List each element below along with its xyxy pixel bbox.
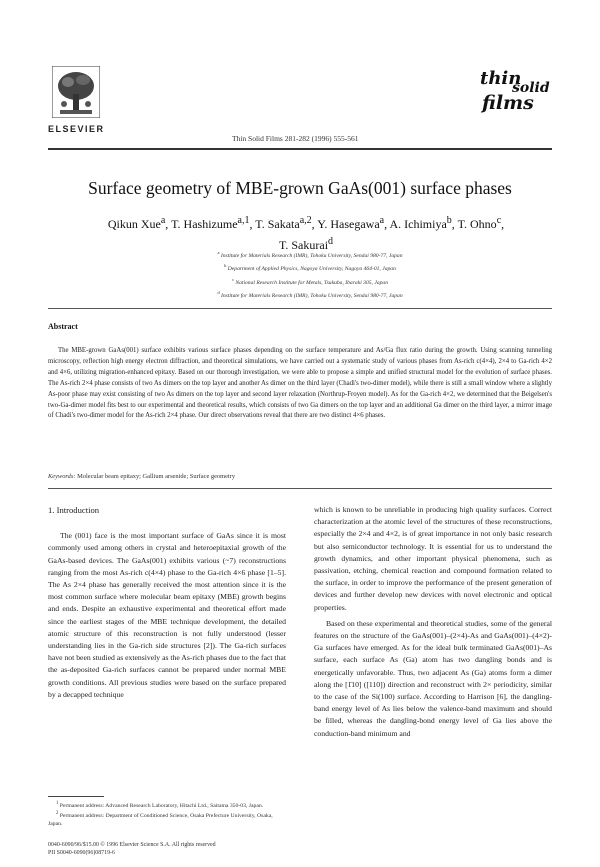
elsevier-tree-icon <box>52 66 100 118</box>
issn-line: 0040-6090/96/$15.00 © 1996 Elsevier Science S.A. All rights reserved <box>48 842 216 848</box>
footnote: $^1$ Permanent address: Advanced Research Laboratory, Hitachi Ltd., Saitama 350-03, Japan. <box>56 801 264 809</box>
journal-reference: Thin Solid Films 281-282 (1996) 555-561 <box>232 134 359 143</box>
keywords-value: Molecular beam epitaxy; Gallium arsenide; Surface geometry <box>77 473 236 480</box>
author: T. Sakurai$^d$ <box>278 236 334 252</box>
keywords-label: Keywords: <box>48 473 76 480</box>
footnotes <box>48 800 286 828</box>
body-paragraph: Based on these experimental and theoretical studies, some of the general features on the structure of the GaAs(001)–(2×4)-As and GaAs(001)–(4×2)-Ga surfaces have emerged. As for the ideal bulk terminated GaAs(001)–As surface, each surface As (Ga) atom has two dangling bonds and is energetically unfavorable. Thus, two adjacent As (Ga) atoms form a dimer along the [1̄10] ([110]) direction and reconstruct with 2× periodicity, similar to the case of the Si(100) surface. According to Harrison [6], the dangling-band energy level of As lies below the valence-band maximum and should be filled, whereas the dangling-bond energy level of Ga lies above the conduction-band minimum and <box>314 618 552 738</box>
header-rule <box>48 148 552 150</box>
footnote: $^2$ Permanent address: Department of Conditioned Science, Osaka Prefecture University, Osaka, Japan. <box>48 810 273 827</box>
author: T. Hashizume$^{a,1}$ <box>171 215 250 231</box>
author: T. Sakata$^{a,2}$ <box>255 215 312 231</box>
author: A. Ichimiya$^b$ <box>389 215 452 231</box>
right-column <box>314 504 552 740</box>
left-column <box>48 498 286 701</box>
footnote-rule <box>48 796 104 797</box>
affiliation: $^c$ National Research Institute for Metals, Tsukuba, Ibaraki 305, Japan <box>231 276 389 286</box>
logo-word-solid: solid <box>512 80 550 96</box>
affiliation: $^d$ Institute for Materials Research (IMR), Tohoku University, Sendai 980-77, Japan <box>217 290 403 299</box>
paper-title: Surface geometry of MBE-grown GaAs(001) surface phases <box>88 178 512 198</box>
elsevier-logo <box>48 66 104 134</box>
author: Qikun Xue$^a$ <box>107 215 166 231</box>
thin-solid-films-logo <box>474 66 550 122</box>
abstract-top-rule <box>48 308 552 309</box>
author-list: Qikun Xue$^a$, T. Hashizume$^{a,1}$, T. Sakata$^{a,2}$, Y. Hasegawa$^a$, A. Ichimiya$^b$, T. Ohno$^c$, T. Sakurai$^d$ <box>107 215 505 252</box>
keywords <box>48 473 235 480</box>
affiliations <box>150 248 470 301</box>
pii-line: PII S0040-6090(96)08719-6 <box>48 850 115 857</box>
body-paragraph: which is known to be unreliable in producing high quality surfaces. Correct characterization at the atomic level of the structures of these reconstructions, especially the 2×4 and 4×2, is of great importance in not only basic research but also semiconductor technology. It is essential for us to understand the growth dynamics, and other important physical phenomena, such as passivation, etching, chemical reaction and compound formation related to the surface, in order to improve the performance of the present generation of devices and further develop new devices with novel electronic and optical properties. <box>314 505 552 612</box>
elsevier-label: ELSEVIER <box>48 124 105 134</box>
body-paragraph: The (001) face is the most important surface of GaAs since it is most commonly used among others in crystal and heteroepitaxial growth of the GaAs-based devices. The GaAs(001) exhibits various (~7) reconstructions ranging from the most As-rich c(4×4) phase to the Ga-rich 4×6 phase [1–5]. The As 2×4 phase has generally received the most attention since it is the most common surface where molecular beam epitaxy (MBE) growth begins and ends. Despite an exhaustive experimental and theoretical effort made since the earliest stages of the MBE technique development, the detailed atomic structure of this reconstruction is not fully understood (lesser understanding lies in the Ga-rich side structures [2]). The Ga-rich surfaces have not been studied as extensively as the As-rich phases due to the fact that the as-deposited Ga-rich surfaces cannot be prepared under normal MBE growth conditions. All previous studies were based on the surface prepared by a decapped technique <box>48 531 286 699</box>
affiliation: $^b$ Department of Applied Physics, Nagoya University, Nagoya 464-01, Japan <box>224 263 396 273</box>
abstract-bottom-rule <box>48 488 552 489</box>
issn-block <box>48 841 216 857</box>
logo-word-thin: thin <box>480 68 522 89</box>
section-heading-introduction: 1. Introduction <box>48 505 100 515</box>
abstract-heading: Abstract <box>48 322 78 331</box>
author: Y. Hasegawa$^a$ <box>317 215 385 231</box>
abstract-text: The MBE-grown GaAs(001) surface exhibits various surface phases depending on the surface temperature and As/Ga flux ratio during the growth. Using scanning tunneling microscopy, reflection high energy electron diffraction, and theoretical simulations, we have carried out a systematic study of various phases from As-rich c(4×4), 2×4 to Ga-rich 4×2 and 4×6, utilizing migration-enhanced epitaxy. Based on our thorough investigation, we were able to propose a simple and unified structural model for the evolution of surface phases. The As-rich 2×4 phase consists of two As dimers on the top layer and another As dimer on the third layer (Chadi's two-dimer model), while there is still a small window where a slightly As-poor phase may exist consisting of two As dimers on the top layer and second layer relaxation (Northrup-Froyen model). As for the Ga-rich 4×2, we determined that the Beigelsen's two-Ga-dimer model fits best to our experimental and theoretical results, which consists of two Ga dimers on the top layer and an additional Ga dimer on the third layer, a mirror image of Chadi's two-dimer model for the As-rich 2×4 phase. Our direct observations reveal that there are two distinct 4×6 phases. <box>48 347 552 420</box>
author: T. Ohno$^c$ <box>457 215 502 231</box>
logo-word-films: films <box>482 92 534 114</box>
affiliation: $^a$ Institute for Materials Research (IMR), Tohoku University, Sendai 980-77, Japan <box>217 250 403 259</box>
